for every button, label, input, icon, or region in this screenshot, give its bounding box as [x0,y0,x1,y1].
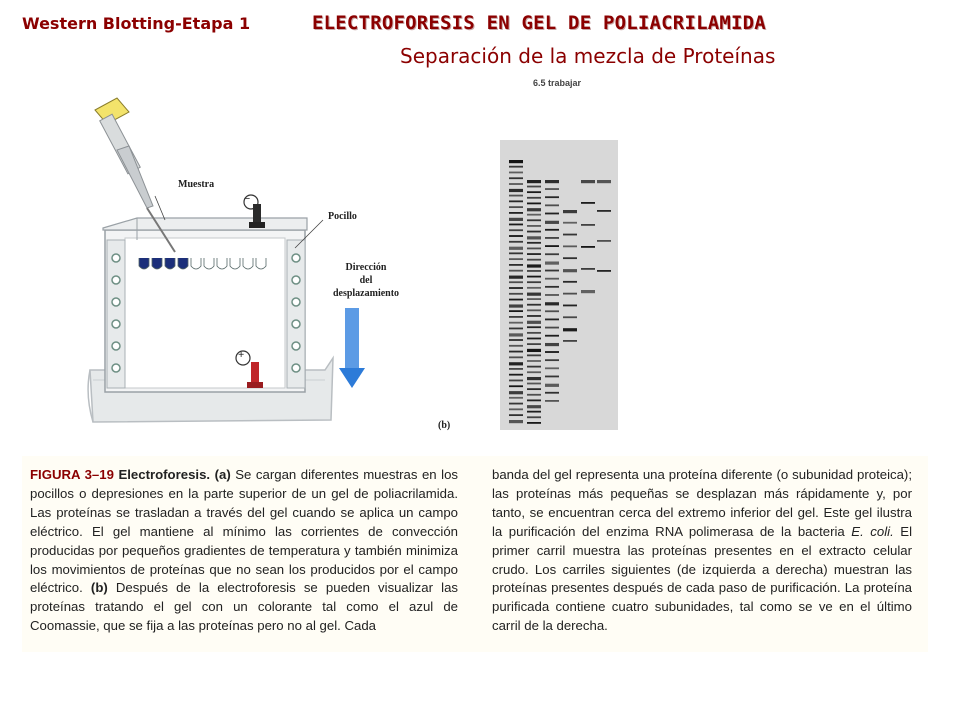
gel-band [545,294,559,296]
well [178,258,188,269]
gel-band [563,328,577,331]
gel-band [509,420,523,423]
gel-band [509,247,523,250]
gel-band [509,224,523,226]
gel-band [509,166,523,168]
gel-band [509,362,523,365]
gel-band [563,340,577,342]
gel-band [509,183,523,185]
well [139,258,149,269]
gel-band [581,246,595,248]
gel-band [527,186,541,188]
post-hole [112,254,120,262]
gel-band [581,268,595,270]
gel-band [545,302,559,305]
gel-band [527,315,541,317]
gel-band [527,214,541,216]
well [256,258,266,269]
gel-band [545,213,559,215]
gel-band [527,248,541,250]
gel-band [527,191,541,193]
gel-band [527,394,541,396]
gel-band [509,397,523,399]
post-hole [292,254,300,262]
sample-label: Muestra [178,179,215,190]
caption-a-label: (a) [214,467,231,482]
gel-band [563,269,577,272]
gel-band [527,270,541,272]
gel-band [545,253,559,255]
well [217,258,227,269]
gel-band [527,253,541,255]
caption-right-text-1: banda del gel representa una proteína diferente (o subunidad proteica); las proteínas más pequeñas se desplazan más rápidamente y, por tanto, se encuentran cerca del extremo inferior del gel. Este gel ilustra la purificación del enzima RNA polimerasa de la bacteria [492,467,912,539]
gel-band [545,384,559,387]
post-hole [112,364,120,372]
gel-band [509,391,523,394]
caption-b-label: (b) [90,580,108,596]
gel-band [527,371,541,373]
gel-band [527,203,541,205]
gel-band [545,286,559,288]
gel-band [509,172,523,174]
gel-band [527,180,541,183]
gel-band [509,310,523,312]
gel-band [527,377,541,380]
gel-band [545,392,559,394]
gel-band [527,287,541,289]
well [152,258,162,269]
gel-band [509,304,523,307]
gel-band [509,299,523,301]
gel-band [545,400,559,402]
gel-band [545,196,559,198]
gel-band [545,319,559,321]
gel-band [527,197,541,199]
gel-band [509,328,523,330]
gel-band [581,290,595,293]
caption-right-text-2: El primer carril muestra las proteínas presentes en el extracto celular crudo. Los carriles siguientes (de izquierda a derecha) muestran las proteínas presentes después de cada paso de purificación. La proteína purificada contiene cuatro subunidades, tal como se ve en el último carril de la derecha. [492,523,913,634]
gel-band [509,258,523,260]
gel-band [545,188,559,190]
stage-label: Western Blotting-Etapa 1 [22,14,251,33]
gel-band [581,180,595,183]
gel-band [545,359,559,361]
gel-band [527,242,541,244]
gel-band [527,219,541,221]
gel-band [581,202,595,204]
gel-band [597,180,611,183]
direction-arrow [339,308,365,388]
gel-band [509,189,523,192]
gel-band [509,403,523,405]
gel-band [509,270,523,272]
plus-sign: + [238,349,245,361]
well-label: Pocillo [328,211,357,222]
gel-band [597,240,611,242]
gel-band [527,264,541,267]
gel-band [545,376,559,378]
caption-text-a: Se cargan diferentes muestras en los pocillos o depresiones en la parte superior de un gel de poliacrilamida. Las proteínas se trasladan a través del gel cuando se aplica un campo eléctrico. El gel mantiene al mínimo las corrientes de convección producidas por pequeños gradientes de temperatura y también minimiza los movimientos de proteínas que no sean los producidos por el campo eléctrico. [30,467,458,596]
gel-band [509,339,523,341]
gel-band [509,160,523,163]
gel-band [563,257,577,259]
gel-band [509,293,523,295]
gel-band [597,210,611,212]
gel-band [509,276,523,279]
gel-band [509,356,523,358]
gel-band [527,304,541,306]
post-hole [292,320,300,328]
well [204,258,214,269]
gel-band [509,408,523,410]
well [191,258,201,269]
gel-band [527,338,541,340]
gel-band [545,351,559,353]
gel-band [509,206,523,208]
gel-band [545,327,559,329]
gel-band [563,210,577,213]
gel-band [509,380,523,382]
gel-band [545,278,559,280]
post-hole [292,298,300,306]
minus-sign: − [244,193,251,205]
gel-band [527,388,541,390]
direction-label-3: desplazamiento [332,288,400,299]
gel-band [527,281,541,283]
well [243,258,253,269]
gel-band [527,422,541,424]
gel-band [509,218,523,221]
gel-band [509,374,523,376]
gel-band [527,298,541,300]
gel-band [509,287,523,289]
gel-band [509,281,523,283]
gel-band [527,332,541,334]
gel-photo [500,140,618,430]
gel-band [509,177,523,179]
gel-band [509,229,523,231]
caption-text-b: Después de la electroforesis se pueden visualizar las proteínas tratando el gel con un colorante tal como el azul de Coomassie, que se fija a las proteínas pero no al gel. Cada [30,580,458,634]
gel-band [527,236,541,239]
caption-figure-name: Electroforesis. [118,467,211,482]
gel-band [509,212,523,214]
gel-band [545,180,559,183]
figure-caption [22,456,928,652]
gel-band [545,310,559,312]
gel-band [527,411,541,413]
post-hole [292,342,300,350]
gel-band [527,321,541,324]
gel-band [527,366,541,368]
gel-band [545,204,559,206]
gel-band [509,351,523,353]
gel-band [509,385,523,387]
well [230,258,240,269]
gel-band [527,208,541,211]
post-hole [112,276,120,284]
post-hole [292,276,300,284]
gel-band [545,343,559,346]
gel-band [527,354,541,356]
gel-band [527,231,541,233]
gel-band [509,252,523,254]
gel-band [563,222,577,224]
post-hole [112,320,120,328]
gel-band [527,399,541,401]
gel-band [545,221,559,224]
electrophoresis-apparatus-illustration [55,80,475,440]
gel-band [527,293,541,296]
gel-band [545,367,559,369]
caption-figure-number: FIGURA 3–19 [30,467,114,482]
gel-band [527,416,541,418]
gel-band [581,224,595,226]
gel-band [527,309,541,311]
gel-band [509,414,523,416]
gel-band [509,316,523,318]
gel-band [545,270,559,272]
gel-band [563,293,577,295]
gel-band [563,316,577,318]
caption-species: E. coli. [851,523,894,539]
direction-label-2: del [359,275,373,286]
page-subtitle: Separación de la mezcla de Proteínas [400,44,776,68]
caption-left-column [30,466,458,636]
gel-band [527,276,541,278]
gel-band [527,259,541,261]
gel-band [509,264,523,266]
gel-band [545,335,559,337]
gel-band [545,245,559,247]
direction-label-1: Dirección [345,262,387,273]
gel-band [509,333,523,336]
gel-band [509,368,523,370]
post-hole [112,298,120,306]
post-hole [112,342,120,350]
gel-band [527,383,541,385]
gel-band [545,261,559,264]
gel-band [509,200,523,202]
gel-band [509,235,523,237]
gel-band [563,305,577,307]
page-title: ELECTROFORESIS EN GEL DE POLIACRILAMIDA [312,12,766,34]
gel-band [563,234,577,236]
gel-top-label: 6.5 trabajar [533,78,582,88]
gel-band [545,229,559,231]
gel-band [509,345,523,347]
post-hole [292,364,300,372]
gel-band [509,241,523,243]
caption-right-column [492,466,912,636]
gel-band [563,281,577,283]
gel-band [527,326,541,328]
gel-band [509,322,523,324]
gel-band [527,405,541,408]
gel-band [509,195,523,197]
gel-band [527,349,541,352]
gel-band [527,360,541,362]
gel-band [545,237,559,239]
panel-b-label: (b) [438,420,451,431]
gel-band [527,343,541,345]
gel-band [527,225,541,227]
gel-band [563,245,577,247]
well [165,258,175,269]
gel-band [597,270,611,272]
